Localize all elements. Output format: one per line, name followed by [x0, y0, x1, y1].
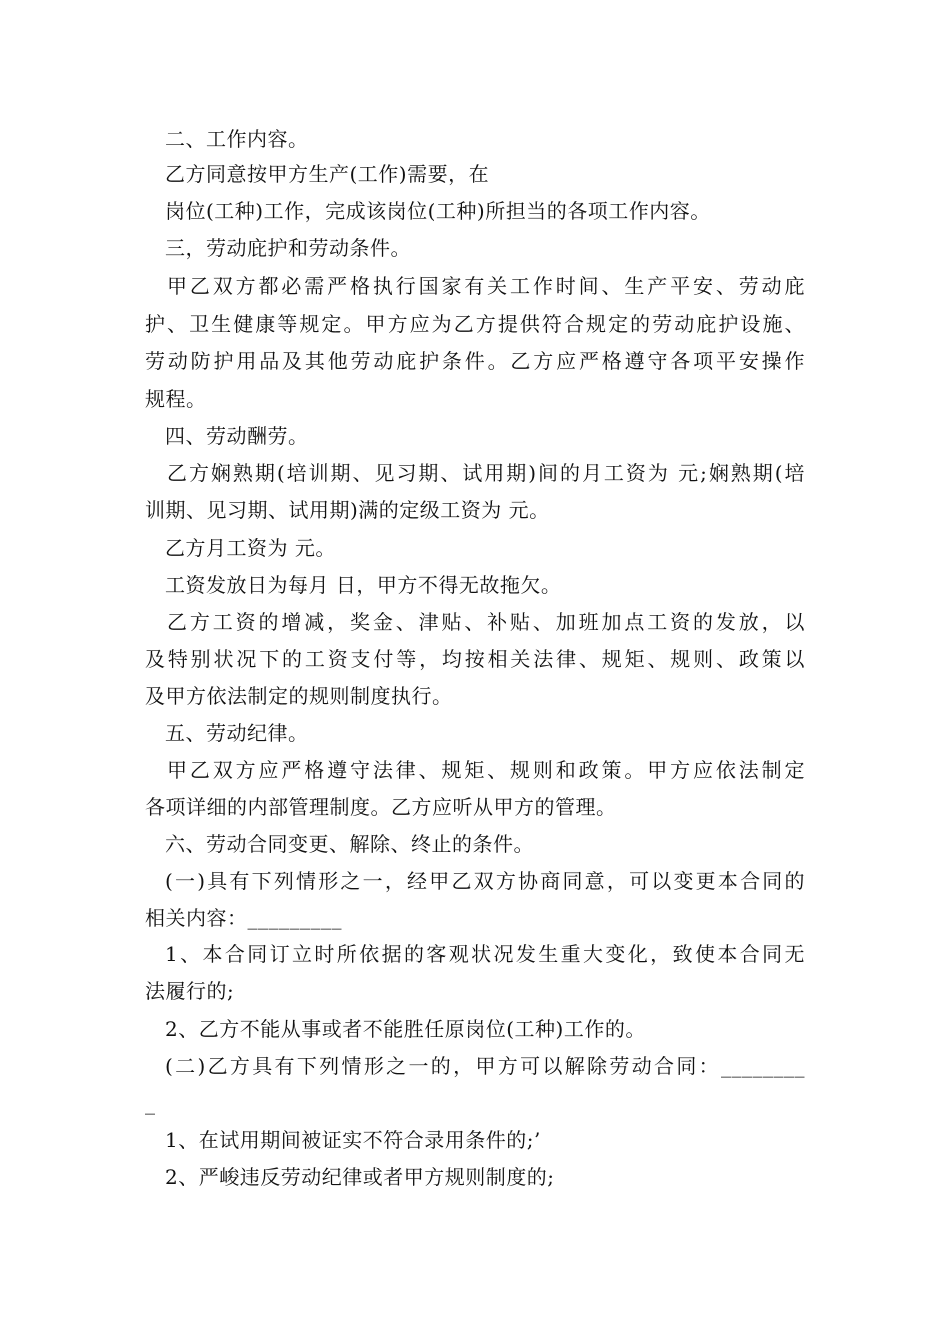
paragraph-line: 乙方月工资为 元。: [165, 536, 336, 560]
paragraph-line: 2、乙方不能从事或者不能胜任原岗位(工种)工作的。: [165, 1017, 646, 1041]
paragraph-line: 法履行的;: [145, 979, 235, 1003]
paragraph-line: 乙方工资的增减，奖金、津贴、补贴、加班加点工资的发放，以: [167, 610, 805, 634]
paragraph-line: 甲乙双方都必需严格执行国家有关工作时间、生产平安、劳动庇: [167, 274, 805, 298]
paragraph-line: 1、在试用期间被证实不符合录用条件的;’: [165, 1128, 541, 1152]
paragraph-line: 护、卫生健康等规定。甲方应为乙方提供符合规定的劳动庇护设施、: [145, 312, 805, 336]
paragraph-line: 甲乙双方应严格遵守法律、规矩、规则和政策。甲方应依法制定: [167, 758, 805, 782]
paragraph-line: 劳动防护用品及其他劳动庇护条件。乙方应严格遵守各项平安操作: [145, 349, 805, 373]
paragraph-line: (一)具有下列情形之一，经甲乙双方协商同意，可以变更本合同的: [165, 869, 805, 893]
paragraph-line: 相关内容：_________: [145, 906, 342, 930]
paragraph-line: 工资发放日为每月 日，甲方不得无故拖欠。: [165, 573, 562, 597]
paragraph-line: 乙方同意按甲方生产(工作)需要，在: [165, 162, 490, 186]
section-heading-labor-discipline: 五、劳动纪律。: [165, 721, 309, 745]
section-heading-remuneration: 四、劳动酬劳。: [165, 424, 309, 448]
paragraph-line: 乙方娴熟期(培训期、见习期、试用期)间的月工资为 元;娴熟期(培: [167, 461, 805, 485]
paragraph-line: 训期、见习期、试用期)满的定级工资为 元。: [145, 498, 550, 522]
paragraph-line: 各项详细的内部管理制度。乙方应听从甲方的管理。: [145, 795, 617, 819]
paragraph-line: 岗位(工种)工作，完成该岗位(工种)所担当的各项工作内容。: [165, 199, 711, 223]
section-heading-labor-protection: 三，劳动庇护和劳动条件。: [165, 236, 411, 260]
section-heading-work-content: 二、工作内容。: [165, 127, 309, 151]
paragraph-line: 规程。: [145, 387, 207, 411]
paragraph-line: 及特别状况下的工资支付等，均按相关法律、规矩、规则、政策以: [145, 647, 805, 671]
section-heading-contract-changes: 六、劳动合同变更、解除、终止的条件。: [165, 832, 534, 856]
paragraph-line: (二)乙方具有下列情形之一的，甲方可以解除劳动合同：________: [165, 1054, 805, 1078]
paragraph-line: 1、本合同订立时所依据的客观状况发生重大变化，致使本合同无: [165, 942, 805, 966]
paragraph-line: 及甲方依法制定的规则制度执行。: [145, 684, 453, 708]
paragraph-line: _: [145, 1091, 156, 1115]
paragraph-line: 2、严峻违反劳动纪律或者甲方规则制度的;: [165, 1165, 555, 1189]
